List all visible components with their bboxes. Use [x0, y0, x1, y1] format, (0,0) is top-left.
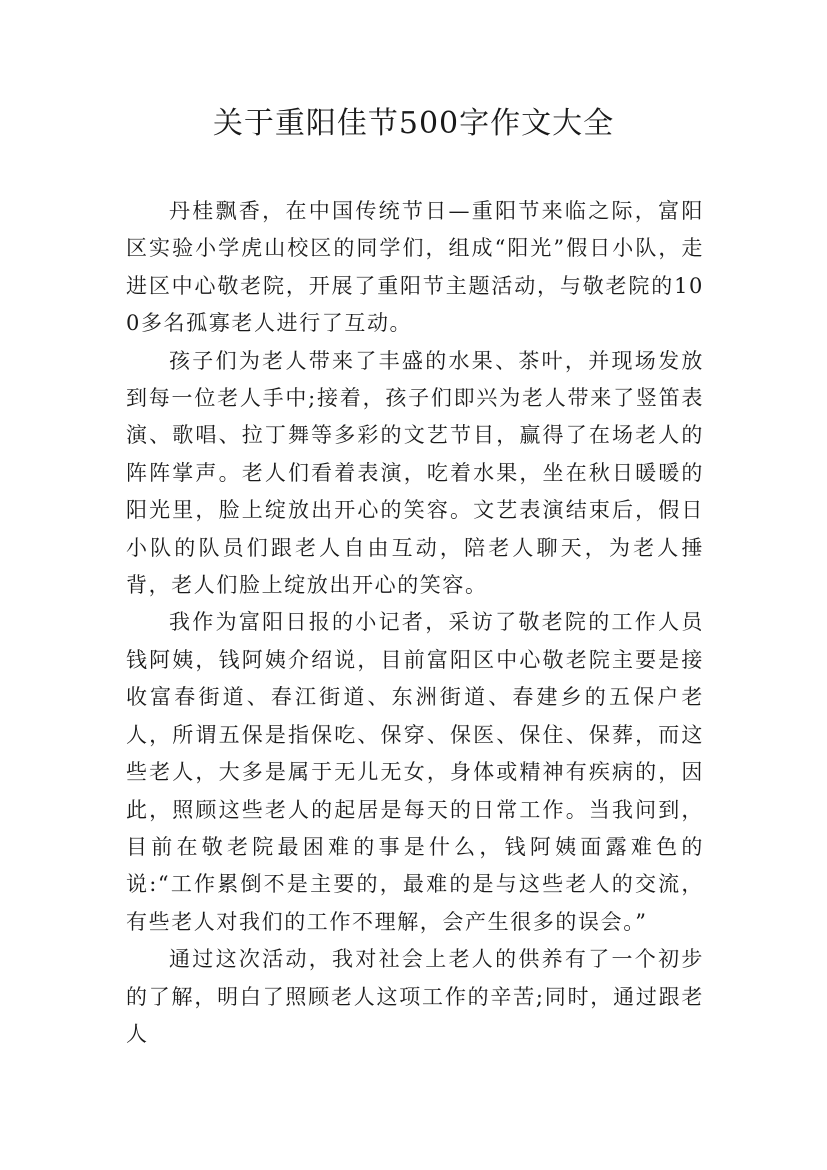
document-title: 关于重阳佳节500字作文大全: [212, 106, 615, 141]
paragraph-3: 我作为富阳日报的小记者，采访了敬老院的工作人员钱阿姨，钱阿姨介绍说，目前富阳区中心敬老院主要是接收富春街道、春江街道、东洲街道、春建乡的五保户老人，所谓五保是指保吃、保穿、保医、保住、保葬，而这些老人，大多是属于无儿无女，身体或精神有疾病的，因此，照顾这些老人的起居是每天的日常工作。当我问到，目前在敬老院最困难的事是什么，钱阿姨面露难色的说:“工作累倒不是主要的，最难的是与这些老人的交流，有些老人对我们的工作不理解，会产生很多的误会。”: [126, 610, 704, 934]
document-body: [126, 193, 704, 1053]
paragraph-4: 通过这次活动，我对社会上老人的供养有了一个初步的了解，明白了照顾老人这项工作的辛苦;同时，通过跟老人: [126, 947, 704, 1046]
paragraph-2: 孩子们为老人带来了丰盛的水果、茶叶，并现场发放到每一位老人手中;接着，孩子们即兴为老人带来了竖笛表演、歌唱、拉丁舞等多彩的文艺节目，赢得了在场老人的阵阵掌声。老人们看着表演，吃着水果，坐在秋日暖暖的阳光里，脸上绽放出开心的笑容。文艺表演结束后，假日小队的队员们跟老人自由互动，陪老人聊天，为老人捶背，老人们脸上绽放出开心的笑容。: [126, 348, 704, 598]
paragraph-1: 丹桂飘香，在中国传统节日—重阳节来临之际，富阳区实验小学虎山校区的同学们，组成“阳光”假日小队，走进区中心敬老院，开展了重阳节主题活动，与敬老院的100多名孤寡老人进行了互动。: [126, 199, 704, 336]
